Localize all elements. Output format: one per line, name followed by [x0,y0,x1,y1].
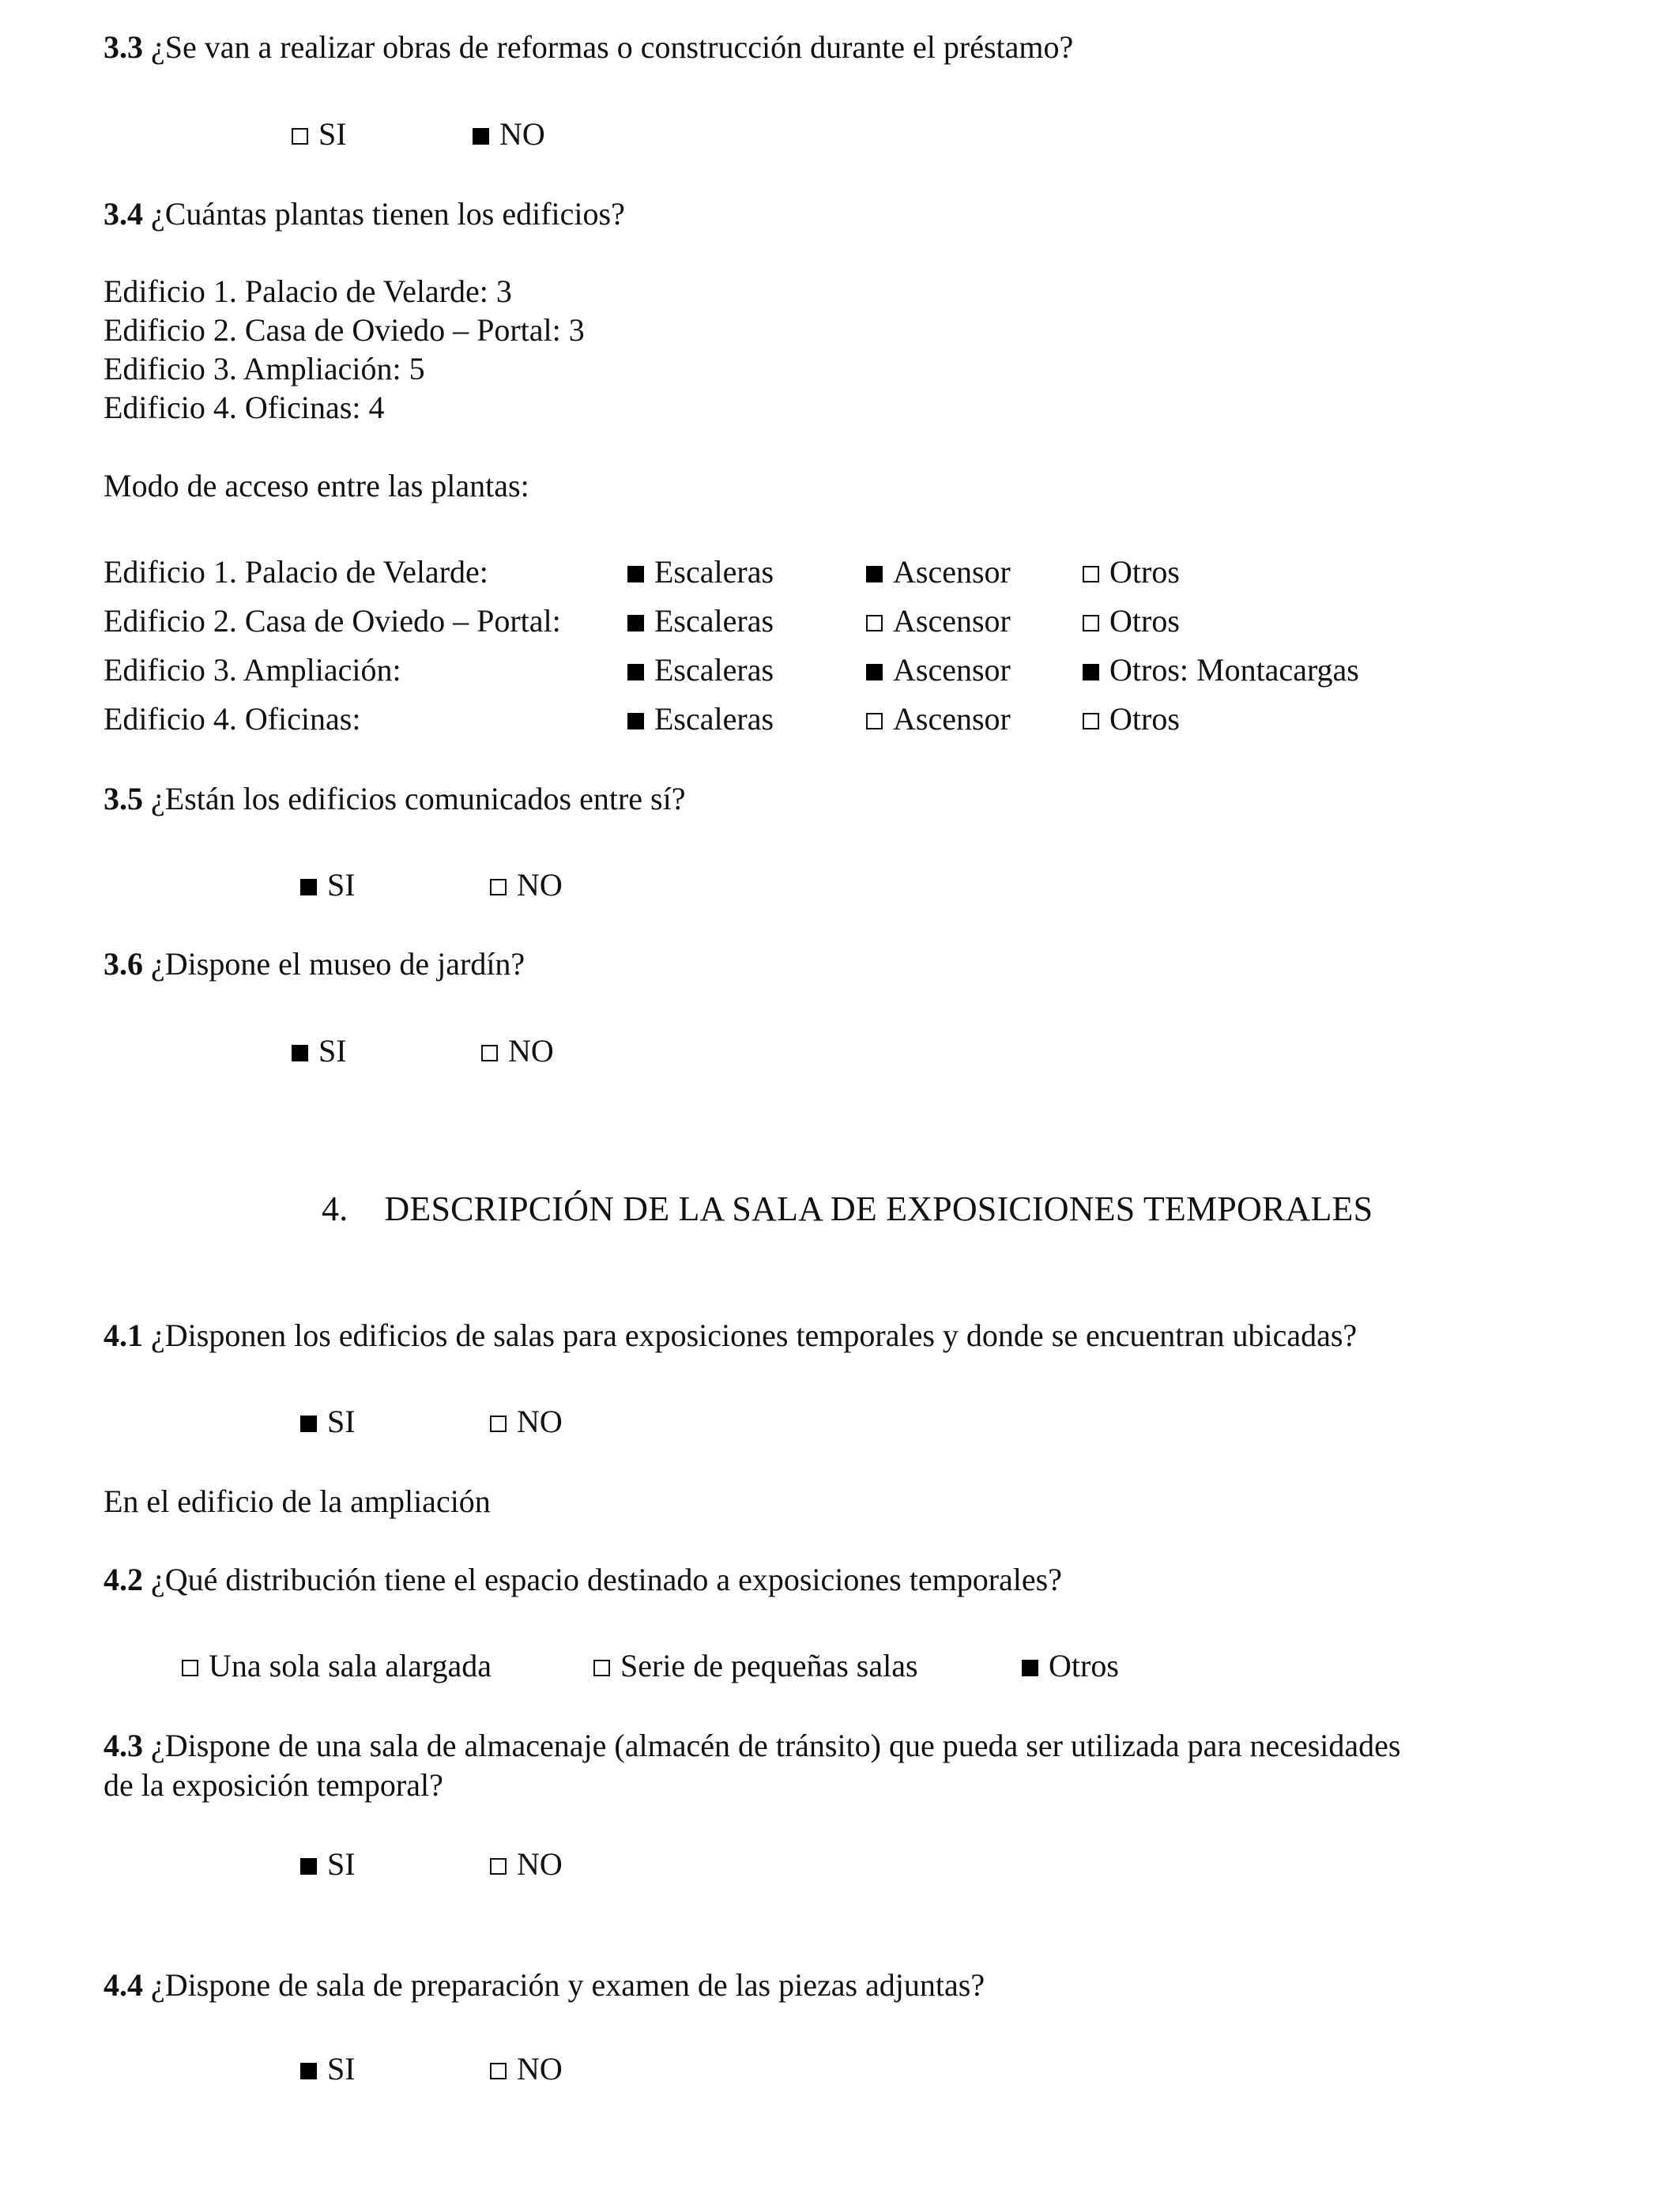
option-ascensor[interactable]: Ascensor [866,602,1011,640]
option-no[interactable]: NO [490,866,563,904]
option-no[interactable]: NO [490,1845,563,1883]
unchecked-box-icon [593,1660,610,1676]
option-serie-salas[interactable]: Serie de pequeñas salas [593,1647,918,1685]
question-number: 4.4 [104,1967,143,2003]
option-si[interactable]: SI [292,1032,347,1070]
checked-box-icon [300,2063,317,2079]
option-ascensor[interactable]: Ascensor [866,553,1011,591]
access-title: Modo de acceso entre las plantas: [104,468,529,503]
question-4-2 [104,1561,1062,1599]
option-escaleras[interactable]: Escaleras [627,700,774,738]
question-3-5 [104,780,685,818]
option-otros[interactable]: Otros [1022,1647,1119,1685]
checked-box-icon [627,713,644,729]
question-text: ¿Están los edificios comunicados entre sí? [143,781,686,816]
floor-line-2: Edificio 2. Casa de Oviedo – Portal: 3 [104,312,585,348]
question-text: ¿Qué distribución tiene el espacio destinado a exposiciones temporales? [143,1562,1062,1597]
option-no[interactable]: NO [473,115,545,153]
checked-box-icon [473,128,489,145]
unchecked-box-icon [490,2063,507,2079]
question-4-3 [104,1727,1400,1765]
question-3-6 [104,945,525,983]
option-no[interactable]: NO [481,1032,554,1070]
unchecked-box-icon [490,1858,507,1875]
option-no[interactable]: NO [490,1403,563,1441]
option-no[interactable]: NO [490,2050,563,2088]
checked-box-icon [300,1858,317,1875]
option-otros[interactable]: Otros [1083,602,1180,640]
option-una-sola-sala[interactable]: Una sola sala alargada [182,1647,492,1685]
question-number: 4.2 [104,1562,143,1597]
question-4-4 [104,1966,985,2004]
unchecked-box-icon [292,128,308,145]
checked-box-icon [300,879,317,895]
question-3-4 [104,195,625,233]
unchecked-box-icon [1083,566,1099,582]
section-4-heading [322,1190,1373,1228]
access-building-4: Edificio 4. Oficinas: [104,701,361,737]
question-number: 3.6 [104,946,143,982]
option-si[interactable]: SI [300,2050,356,2088]
question-number: 3.3 [104,29,143,65]
checked-box-icon [1022,1660,1038,1676]
checked-box-icon [1083,664,1099,680]
question-3-3 [104,28,1073,66]
checked-box-icon [627,615,644,631]
checked-box-icon [627,664,644,680]
question-4-1 [104,1317,1357,1355]
question-number: 3.4 [104,196,143,232]
access-building-2: Edificio 2. Casa de Oviedo – Portal: [104,603,561,639]
floor-line-1: Edificio 1. Palacio de Velarde: 3 [104,273,512,309]
question-text: ¿Dispone el museo de jardín? [143,946,525,982]
option-otros[interactable]: Otros: Montacargas [1083,651,1359,689]
checked-box-icon [866,664,883,680]
option-ascensor[interactable]: Ascensor [866,700,1011,738]
option-escaleras[interactable]: Escaleras [627,602,774,640]
checked-box-icon [292,1045,308,1061]
access-building-1: Edificio 1. Palacio de Velarde: [104,554,488,590]
floor-line-4: Edificio 4. Oficinas: 4 [104,390,385,425]
option-escaleras[interactable]: Escaleras [627,651,774,689]
question-text: ¿Dispone de sala de preparación y examen de las piezas adjuntas? [143,1967,985,2003]
question-text-continued: de la exposición temporal? [104,1767,443,1803]
checked-box-icon [627,566,644,582]
option-si[interactable]: SI [300,1845,356,1883]
unchecked-box-icon [490,1416,507,1432]
question-number: 4.1 [104,1318,143,1353]
option-ascensor[interactable]: Ascensor [866,651,1011,689]
unchecked-box-icon [866,713,883,729]
access-building-3: Edificio 3. Ampliación: [104,652,401,688]
checked-box-icon [300,1416,317,1432]
unchecked-box-icon [481,1045,498,1061]
question-text: ¿Se van a realizar obras de reformas o construcción durante el préstamo? [143,29,1074,65]
question-text: ¿Dispone de una sala de almacenaje (almacén de tránsito) que pueda ser utilizada para necesidades [143,1728,1401,1763]
floor-line-3: Edificio 3. Ampliación: 5 [104,351,425,386]
question-number: 3.5 [104,781,143,816]
unchecked-box-icon [1083,615,1099,631]
question-text: ¿Cuántas plantas tienen los edificios? [143,196,625,232]
unchecked-box-icon [1083,713,1099,729]
answer-text: En el edificio de la ampliación [104,1483,491,1519]
unchecked-box-icon [182,1660,198,1676]
section-title: DESCRIPCIÓN DE LA SALA DE EXPOSICIONES TEMPORALES [384,1189,1373,1228]
option-otros[interactable]: Otros [1083,553,1180,591]
option-otros[interactable]: Otros [1083,700,1180,738]
checked-box-icon [866,566,883,582]
unchecked-box-icon [490,879,507,895]
option-escaleras[interactable]: Escaleras [627,553,774,591]
unchecked-box-icon [866,615,883,631]
option-si[interactable]: SI [300,1403,356,1441]
question-number: 4.3 [104,1728,143,1763]
section-number: 4. [322,1189,348,1228]
question-text: ¿Disponen los edificios de salas para exposiciones temporales y donde se encuentran ubicadas? [143,1318,1358,1353]
option-si[interactable]: SI [292,115,347,153]
option-si[interactable]: SI [300,866,356,904]
